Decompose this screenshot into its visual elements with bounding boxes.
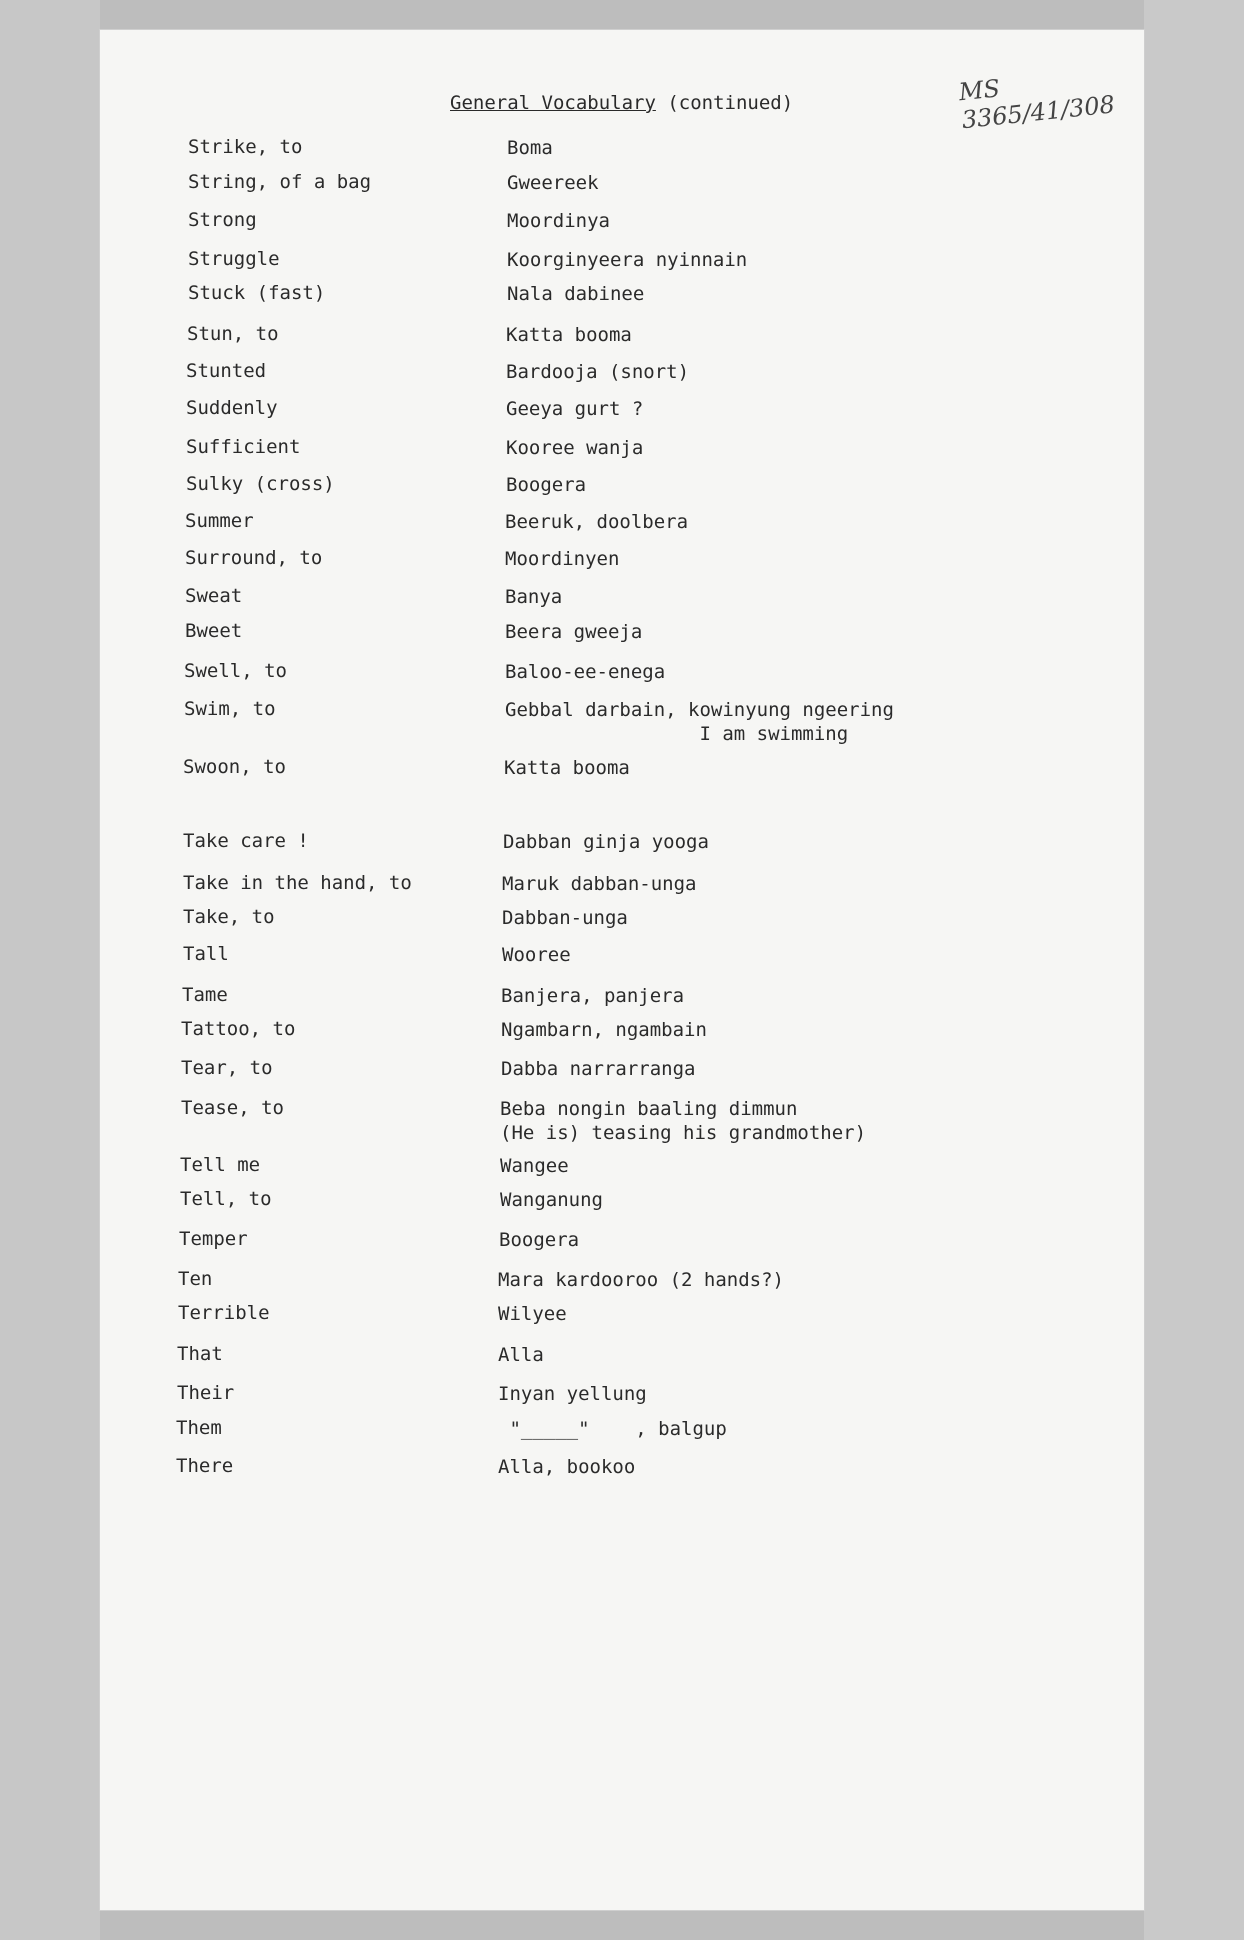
english-term: Terrible (178, 1302, 270, 1324)
english-term: Sulky (cross) (186, 473, 335, 495)
page-title (450, 92, 793, 114)
aboriginal-translation: Dabba narrarranga (501, 1058, 696, 1080)
english-term: Suddenly (186, 397, 278, 419)
aboriginal-translation: Boogera (499, 1229, 580, 1251)
english-term: Tease, to (181, 1097, 284, 1119)
aboriginal-translation: "_____" , balgup (498, 1418, 727, 1440)
aboriginal-translation: Bardooja (snort) (506, 361, 690, 383)
english-term: Tall (183, 943, 229, 965)
scan-margin-left (0, 0, 100, 1940)
aboriginal-translation: Maruk dabban-unga (502, 873, 697, 895)
aboriginal-translation: Kooree wanja (506, 437, 644, 459)
english-term: Stun, to (187, 323, 279, 345)
english-term: Ten (178, 1268, 213, 1290)
aboriginal-translation: Mara kardooroo (2 hands?) (498, 1269, 784, 1291)
aboriginal-translation: Gweereek (507, 172, 599, 194)
aboriginal-translation: Banya (505, 586, 563, 608)
aboriginal-translation: Inyan yellung (498, 1383, 647, 1405)
english-term: There (176, 1455, 234, 1477)
aboriginal-translation: Dabban-unga (502, 907, 628, 929)
english-term: Take care ! (183, 830, 309, 852)
archive-reference: MS 3365/41/308 (957, 74, 1117, 135)
aboriginal-translation: Alla (498, 1344, 544, 1366)
aboriginal-translation: Koorginyeera nyinnain (507, 249, 748, 271)
english-term: Strike, to (188, 136, 303, 158)
aboriginal-translation: Moordinyen (505, 548, 620, 570)
english-term: Take in the hand, to (183, 872, 412, 894)
aboriginal-translation: Wooree (502, 944, 571, 966)
title-main: General Vocabulary (450, 92, 656, 114)
typed-page (100, 30, 1144, 1910)
aboriginal-translation: Wilyee (498, 1303, 567, 1325)
aboriginal-translation: Boogera (506, 474, 587, 496)
english-term: Tell, to (180, 1188, 272, 1210)
aboriginal-translation: Boma (507, 137, 553, 159)
english-term: Summer (185, 510, 254, 532)
aboriginal-translation: Banjera, panjera (501, 985, 685, 1007)
aboriginal-translation: Wangee (500, 1155, 569, 1177)
english-term: That (177, 1343, 223, 1365)
english-term: Swim, to (184, 698, 276, 720)
english-term: Sufficient (186, 436, 301, 458)
aboriginal-translation: Gebbal darbain, kowinyung ngeering I am swimming (505, 699, 894, 745)
aboriginal-translation: Ngambarn, ngambain (501, 1019, 707, 1041)
aboriginal-translation: Beera gweeja (505, 621, 643, 643)
aboriginal-translation: Baloo-ee-enega (505, 661, 666, 683)
aboriginal-translation: Moordinya (507, 210, 610, 232)
title-suffix: (continued) (655, 92, 794, 114)
english-term: String, of a bag (188, 171, 372, 193)
english-term: Stuck (fast) (188, 282, 326, 304)
english-term: Swell, to (184, 660, 287, 682)
english-term: Temper (179, 1228, 248, 1250)
english-term: Tell me (180, 1154, 261, 1176)
english-term: Tattoo, to (181, 1018, 296, 1040)
english-term: Sweat (185, 585, 243, 607)
aboriginal-translation: Geeya gurt ? (506, 398, 644, 420)
english-term: Struggle (188, 248, 280, 270)
english-term: Take, to (183, 906, 275, 928)
english-term: Swoon, to (183, 756, 286, 778)
english-term: Surround, to (185, 547, 323, 569)
english-term: Them (176, 1417, 222, 1439)
english-term: Tear, to (181, 1057, 273, 1079)
aboriginal-translation: Dabban ginja yooga (503, 831, 709, 853)
aboriginal-translation: Nala dabinee (507, 283, 645, 305)
english-term: Stunted (186, 360, 267, 382)
aboriginal-translation: Beba nongin baaling dimmun (He is) teasing his grandmother) (500, 1098, 867, 1144)
aboriginal-translation: Alla, bookoo (498, 1456, 636, 1478)
english-term: Strong (188, 209, 257, 231)
scan-margin-right (1144, 0, 1244, 1940)
english-term: Their (177, 1382, 235, 1404)
english-term: Tame (182, 984, 228, 1006)
english-term: Bweet (185, 620, 243, 642)
aboriginal-translation: Beeruk, doolbera (505, 511, 689, 533)
aboriginal-translation: Katta booma (504, 757, 630, 779)
aboriginal-translation: Katta booma (506, 324, 632, 346)
aboriginal-translation: Wanganung (500, 1189, 603, 1211)
